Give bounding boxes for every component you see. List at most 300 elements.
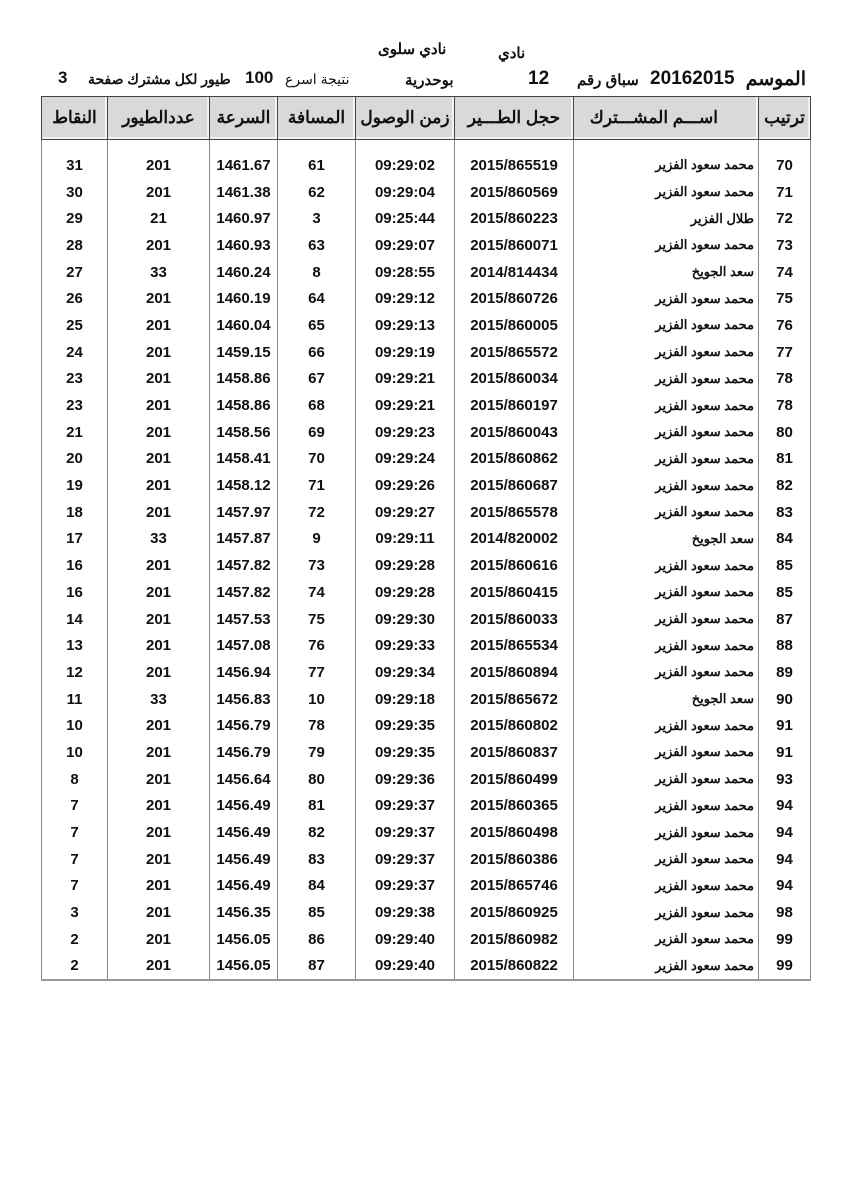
points-cell: 3 — [42, 899, 108, 926]
points-cell: 10 — [42, 739, 108, 766]
distance-cell: 78 — [278, 712, 356, 739]
participant-cell: سعد الجويخ — [574, 259, 759, 286]
arrival-time-cell: 09:29:21 — [356, 392, 455, 419]
rank-cell: 74 — [759, 259, 811, 286]
speed-cell: 1456.05 — [210, 953, 278, 981]
speed-cell: 1459.15 — [210, 339, 278, 366]
participant-cell: محمد سعود الفزير — [574, 232, 759, 259]
arrival-time-cell: 09:29:04 — [356, 179, 455, 206]
distance-cell: 8 — [278, 259, 356, 286]
participant-cell: محمد سعود الفزير — [574, 179, 759, 206]
rank-cell: 98 — [759, 899, 811, 926]
bird-count-cell: 201 — [108, 366, 210, 393]
table-row — [42, 392, 811, 419]
distance-cell: 69 — [278, 419, 356, 446]
points-cell: 30 — [42, 179, 108, 206]
col-points: النقاط — [42, 97, 108, 140]
race-label: سباق رقم — [577, 72, 639, 89]
arrival-time-cell: 09:29:33 — [356, 632, 455, 659]
distance-cell: 67 — [278, 366, 356, 393]
speed-cell: 1456.79 — [210, 712, 278, 739]
distance-cell: 9 — [278, 526, 356, 553]
participant-cell: محمد سعود الفزير — [574, 926, 759, 953]
participant-cell: محمد سعود الفزير — [574, 793, 759, 820]
rank-cell: 87 — [759, 606, 811, 633]
bird-count-cell: 201 — [108, 499, 210, 526]
ring-cell: 2015/860616 — [455, 552, 574, 579]
participant-cell: سعد الجويخ — [574, 686, 759, 713]
rank-cell: 70 — [759, 152, 811, 179]
points-cell: 7 — [42, 819, 108, 846]
speed-cell: 1460.97 — [210, 205, 278, 232]
ring-cell: 2015/860005 — [455, 312, 574, 339]
distance-cell: 74 — [278, 579, 356, 606]
arrival-time-cell: 09:29:34 — [356, 659, 455, 686]
rank-cell: 99 — [759, 926, 811, 953]
bird-count-cell: 201 — [108, 472, 210, 499]
spacer-row — [42, 140, 811, 153]
participant-cell: محمد سعود الفزير — [574, 552, 759, 579]
speed-cell: 1457.08 — [210, 632, 278, 659]
table-row — [42, 953, 811, 981]
ring-cell: 2015/860862 — [455, 446, 574, 473]
ring-cell: 2015/860034 — [455, 366, 574, 393]
points-cell: 23 — [42, 392, 108, 419]
bird-count-cell: 201 — [108, 606, 210, 633]
distance-cell: 63 — [278, 232, 356, 259]
page-number: 3 — [58, 68, 68, 87]
speed-cell: 1458.86 — [210, 392, 278, 419]
arrival-time-cell: 09:29:07 — [356, 232, 455, 259]
distance-cell: 77 — [278, 659, 356, 686]
bird-count-cell: 201 — [108, 552, 210, 579]
arrival-time-cell: 09:29:27 — [356, 499, 455, 526]
bird-count-cell: 201 — [108, 899, 210, 926]
rank-cell: 82 — [759, 472, 811, 499]
rank-cell: 71 — [759, 179, 811, 206]
ring-cell: 2015/860386 — [455, 846, 574, 873]
rank-cell: 83 — [759, 499, 811, 526]
ring-cell: 2015/860925 — [455, 899, 574, 926]
distance-cell: 73 — [278, 552, 356, 579]
rank-cell: 85 — [759, 552, 811, 579]
rank-cell: 94 — [759, 846, 811, 873]
speed-cell: 1458.12 — [210, 472, 278, 499]
points-cell: 11 — [42, 686, 108, 713]
ring-cell: 2015/860043 — [455, 419, 574, 446]
points-cell: 7 — [42, 873, 108, 900]
distance-cell: 82 — [278, 819, 356, 846]
points-cell: 26 — [42, 285, 108, 312]
rank-cell: 78 — [759, 392, 811, 419]
bird-count-cell: 201 — [108, 152, 210, 179]
points-cell: 13 — [42, 632, 108, 659]
participant-cell: محمد سعود الفزير — [574, 392, 759, 419]
arrival-time-cell: 09:29:35 — [356, 739, 455, 766]
ring-cell: 2015/860687 — [455, 472, 574, 499]
participant-cell: محمد سعود الفزير — [574, 339, 759, 366]
rank-cell: 73 — [759, 232, 811, 259]
bird-count-cell: 201 — [108, 819, 210, 846]
arrival-time-cell: 09:29:40 — [356, 926, 455, 953]
distance-cell: 64 — [278, 285, 356, 312]
participant-cell: محمد سعود الفزير — [574, 632, 759, 659]
speed-cell: 1456.64 — [210, 766, 278, 793]
table-row — [42, 846, 811, 873]
rank-cell: 72 — [759, 205, 811, 232]
arrival-time-cell: 09:29:36 — [356, 766, 455, 793]
arrival-time-cell: 09:29:28 — [356, 579, 455, 606]
bird-count-cell: 201 — [108, 579, 210, 606]
ring-cell: 2015/865578 — [455, 499, 574, 526]
ring-cell: 2015/860837 — [455, 739, 574, 766]
ring-cell: 2015/860197 — [455, 392, 574, 419]
bird-count-cell: 201 — [108, 766, 210, 793]
ring-cell: 2015/865746 — [455, 873, 574, 900]
speed-cell: 1457.87 — [210, 526, 278, 553]
rank-cell: 94 — [759, 873, 811, 900]
points-cell: 25 — [42, 312, 108, 339]
points-cell: 14 — [42, 606, 108, 633]
points-cell: 20 — [42, 446, 108, 473]
bird-count-cell: 201 — [108, 339, 210, 366]
ring-cell: 2015/860071 — [455, 232, 574, 259]
arrival-time-cell: 09:29:40 — [356, 953, 455, 981]
location: بوحدرية — [405, 72, 454, 89]
table-row — [42, 632, 811, 659]
speed-cell: 1456.35 — [210, 899, 278, 926]
table-row — [42, 526, 811, 553]
bird-count-cell: 33 — [108, 259, 210, 286]
distance-cell: 81 — [278, 793, 356, 820]
table-row — [42, 259, 811, 286]
points-cell: 27 — [42, 259, 108, 286]
ring-cell: 2015/865519 — [455, 152, 574, 179]
distance-cell: 75 — [278, 606, 356, 633]
speed-cell: 1457.82 — [210, 552, 278, 579]
participant-cell: محمد سعود الفزير — [574, 579, 759, 606]
table-row — [42, 366, 811, 393]
arrival-time-cell: 09:29:26 — [356, 472, 455, 499]
table-row — [42, 152, 811, 179]
speed-cell: 1456.49 — [210, 793, 278, 820]
distance-cell: 83 — [278, 846, 356, 873]
bird-count-cell: 201 — [108, 846, 210, 873]
participant-cell: محمد سعود الفزير — [574, 846, 759, 873]
ring-cell: 2015/865672 — [455, 686, 574, 713]
participant-cell: محمد سعود الفزير — [574, 659, 759, 686]
table-row — [42, 819, 811, 846]
arrival-time-cell: 09:29:28 — [356, 552, 455, 579]
table-row — [42, 285, 811, 312]
bird-count-cell: 33 — [108, 526, 210, 553]
speed-cell: 1461.38 — [210, 179, 278, 206]
ring-cell: 2015/860726 — [455, 285, 574, 312]
points-cell: 7 — [42, 846, 108, 873]
participant-cell: محمد سعود الفزير — [574, 819, 759, 846]
table-row — [42, 232, 811, 259]
participant-cell: محمد سعود الفزير — [574, 899, 759, 926]
arrival-time-cell: 09:29:19 — [356, 339, 455, 366]
distance-cell: 87 — [278, 953, 356, 981]
col-participant: اســـم المشـــترك — [574, 97, 759, 140]
speed-cell: 1460.19 — [210, 285, 278, 312]
points-cell: 18 — [42, 499, 108, 526]
arrival-time-cell: 09:25:44 — [356, 205, 455, 232]
distance-cell: 3 — [278, 205, 356, 232]
points-cell: 16 — [42, 579, 108, 606]
ring-cell: 2015/860415 — [455, 579, 574, 606]
bird-count-cell: 201 — [108, 179, 210, 206]
table-row — [42, 446, 811, 473]
rank-cell: 84 — [759, 526, 811, 553]
table-row — [42, 312, 811, 339]
distance-cell: 72 — [278, 499, 356, 526]
points-cell: 2 — [42, 926, 108, 953]
points-cell: 10 — [42, 712, 108, 739]
participant-cell: محمد سعود الفزير — [574, 873, 759, 900]
speed-cell: 1456.94 — [210, 659, 278, 686]
table-row — [42, 499, 811, 526]
participant-cell: محمد سعود الفزير — [574, 472, 759, 499]
points-cell: 31 — [42, 152, 108, 179]
points-cell: 12 — [42, 659, 108, 686]
ring-cell: 2015/860569 — [455, 179, 574, 206]
participant-cell: محمد سعود الفزير — [574, 606, 759, 633]
ring-cell: 2015/860894 — [455, 659, 574, 686]
points-cell: 21 — [42, 419, 108, 446]
rank-cell: 78 — [759, 366, 811, 393]
points-cell: 29 — [42, 205, 108, 232]
rank-cell: 85 — [759, 579, 811, 606]
arrival-time-cell: 09:29:11 — [356, 526, 455, 553]
participant-cell: محمد سعود الفزير — [574, 152, 759, 179]
rank-cell: 99 — [759, 953, 811, 981]
distance-cell: 85 — [278, 899, 356, 926]
ring-cell: 2014/814434 — [455, 259, 574, 286]
participant-cell: محمد سعود الفزير — [574, 446, 759, 473]
speed-cell: 1458.56 — [210, 419, 278, 446]
speed-cell: 1457.82 — [210, 579, 278, 606]
arrival-time-cell: 09:29:37 — [356, 873, 455, 900]
distance-cell: 10 — [278, 686, 356, 713]
ring-cell: 2015/865534 — [455, 632, 574, 659]
arrival-time-cell: 09:29:02 — [356, 152, 455, 179]
participant-cell: سعد الجويخ — [574, 526, 759, 553]
table-row — [42, 739, 811, 766]
speed-cell: 1456.83 — [210, 686, 278, 713]
season-label: الموسم — [745, 69, 806, 90]
bird-count-cell: 201 — [108, 312, 210, 339]
rank-cell: 94 — [759, 793, 811, 820]
arrival-time-cell: 09:29:37 — [356, 846, 455, 873]
arrival-time-cell: 09:29:23 — [356, 419, 455, 446]
rank-cell: 80 — [759, 419, 811, 446]
col-bird-count: عددالطيور — [108, 97, 210, 140]
speed-cell: 1460.93 — [210, 232, 278, 259]
race-value: 12 — [528, 68, 550, 89]
arrival-time-cell: 09:29:12 — [356, 285, 455, 312]
table-row — [42, 926, 811, 953]
bird-count-cell: 201 — [108, 712, 210, 739]
rank-cell: 91 — [759, 712, 811, 739]
arrival-time-cell: 09:28:55 — [356, 259, 455, 286]
fastest-label: نتيجة اسرع — [285, 71, 350, 87]
points-cell: 17 — [42, 526, 108, 553]
speed-cell: 1458.41 — [210, 446, 278, 473]
ring-cell: 2015/860802 — [455, 712, 574, 739]
speed-cell: 1457.97 — [210, 499, 278, 526]
col-ring: حجل الطـــير — [455, 97, 574, 140]
ring-cell: 2015/860498 — [455, 819, 574, 846]
participant-cell: طلال الفزير — [574, 205, 759, 232]
rank-cell: 81 — [759, 446, 811, 473]
distance-cell: 71 — [278, 472, 356, 499]
distance-cell: 76 — [278, 632, 356, 659]
table-row — [42, 472, 811, 499]
rank-cell: 88 — [759, 632, 811, 659]
distance-cell: 65 — [278, 312, 356, 339]
bird-count-cell: 201 — [108, 659, 210, 686]
per-member-label: طيور لكل مشترك صفحة — [88, 71, 231, 87]
rank-cell: 93 — [759, 766, 811, 793]
participant-cell: محمد سعود الفزير — [574, 285, 759, 312]
participant-cell: محمد سعود الفزير — [574, 312, 759, 339]
rank-cell: 76 — [759, 312, 811, 339]
arrival-time-cell: 09:29:35 — [356, 712, 455, 739]
ring-cell: 2015/860822 — [455, 953, 574, 981]
participant-cell: محمد سعود الفزير — [574, 712, 759, 739]
distance-cell: 61 — [278, 152, 356, 179]
bird-count-cell: 201 — [108, 793, 210, 820]
speed-cell: 1458.86 — [210, 366, 278, 393]
bird-count-cell: 201 — [108, 392, 210, 419]
table-row — [42, 659, 811, 686]
speed-cell: 1460.04 — [210, 312, 278, 339]
bird-count-cell: 201 — [108, 953, 210, 981]
arrival-time-cell: 09:29:37 — [356, 793, 455, 820]
ring-cell: 2014/820002 — [455, 526, 574, 553]
points-cell: 7 — [42, 793, 108, 820]
col-speed: السرعة — [210, 97, 278, 140]
points-cell: 23 — [42, 366, 108, 393]
distance-cell: 86 — [278, 926, 356, 953]
table-row — [42, 873, 811, 900]
table-row — [42, 179, 811, 206]
rank-cell: 90 — [759, 686, 811, 713]
table-row — [42, 793, 811, 820]
bird-count-cell: 201 — [108, 632, 210, 659]
table-row — [42, 205, 811, 232]
table-row — [42, 899, 811, 926]
table-row — [42, 419, 811, 446]
arrival-time-cell: 09:29:38 — [356, 899, 455, 926]
col-arrival-time: زمن الوصول — [356, 97, 455, 140]
club-name: نادي سلوى — [378, 41, 447, 58]
results-table — [41, 96, 811, 981]
bird-count-cell: 201 — [108, 739, 210, 766]
arrival-time-cell: 09:29:21 — [356, 366, 455, 393]
table-header — [42, 97, 811, 140]
speed-cell: 1457.53 — [210, 606, 278, 633]
col-rank: ترتيب — [759, 97, 811, 140]
arrival-time-cell: 09:29:13 — [356, 312, 455, 339]
table-row — [42, 552, 811, 579]
ring-cell: 2015/860033 — [455, 606, 574, 633]
arrival-time-cell: 09:29:37 — [356, 819, 455, 846]
rank-cell: 75 — [759, 285, 811, 312]
table-row — [42, 712, 811, 739]
season-value: 20162015 — [650, 68, 735, 89]
distance-cell: 62 — [278, 179, 356, 206]
rank-cell: 77 — [759, 339, 811, 366]
distance-cell: 66 — [278, 339, 356, 366]
participant-cell: محمد سعود الفزير — [574, 953, 759, 981]
bird-count-cell: 21 — [108, 205, 210, 232]
bird-count-cell: 201 — [108, 873, 210, 900]
participant-cell: محمد سعود الفزير — [574, 366, 759, 393]
bird-count-cell: 201 — [108, 285, 210, 312]
table-row — [42, 339, 811, 366]
bird-count-cell: 201 — [108, 232, 210, 259]
distance-cell: 70 — [278, 446, 356, 473]
bird-count-cell: 33 — [108, 686, 210, 713]
rank-cell: 94 — [759, 819, 811, 846]
speed-cell: 1456.49 — [210, 873, 278, 900]
participant-cell: محمد سعود الفزير — [574, 739, 759, 766]
participant-cell: محمد سعود الفزير — [574, 766, 759, 793]
points-cell: 16 — [42, 552, 108, 579]
table-row — [42, 606, 811, 633]
points-cell: 24 — [42, 339, 108, 366]
arrival-time-cell: 09:29:18 — [356, 686, 455, 713]
speed-cell: 1456.49 — [210, 846, 278, 873]
speed-cell: 1460.24 — [210, 259, 278, 286]
bird-count-cell: 201 — [108, 419, 210, 446]
ring-cell: 2015/865572 — [455, 339, 574, 366]
points-cell: 2 — [42, 953, 108, 981]
table-row — [42, 766, 811, 793]
speed-cell: 1456.05 — [210, 926, 278, 953]
participant-cell: محمد سعود الفزير — [574, 499, 759, 526]
points-cell: 8 — [42, 766, 108, 793]
participant-cell: محمد سعود الفزير — [574, 419, 759, 446]
points-cell: 28 — [42, 232, 108, 259]
distance-cell: 79 — [278, 739, 356, 766]
table-row — [42, 686, 811, 713]
speed-cell: 1461.67 — [210, 152, 278, 179]
arrival-time-cell: 09:29:30 — [356, 606, 455, 633]
distance-cell: 84 — [278, 873, 356, 900]
bird-count-cell: 201 — [108, 446, 210, 473]
col-distance: المسافة — [278, 97, 356, 140]
table-row — [42, 579, 811, 606]
ring-cell: 2015/860499 — [455, 766, 574, 793]
ring-cell: 2015/860982 — [455, 926, 574, 953]
ring-cell: 2015/860223 — [455, 205, 574, 232]
bird-count-cell: 201 — [108, 926, 210, 953]
speed-cell: 1456.49 — [210, 819, 278, 846]
club-label: نادي — [498, 45, 526, 62]
arrival-time-cell: 09:29:24 — [356, 446, 455, 473]
distance-cell: 68 — [278, 392, 356, 419]
ring-cell: 2015/860365 — [455, 793, 574, 820]
rank-cell: 89 — [759, 659, 811, 686]
rank-cell: 91 — [759, 739, 811, 766]
distance-cell: 80 — [278, 766, 356, 793]
fastest-value: 100 — [245, 68, 274, 87]
speed-cell: 1456.79 — [210, 739, 278, 766]
